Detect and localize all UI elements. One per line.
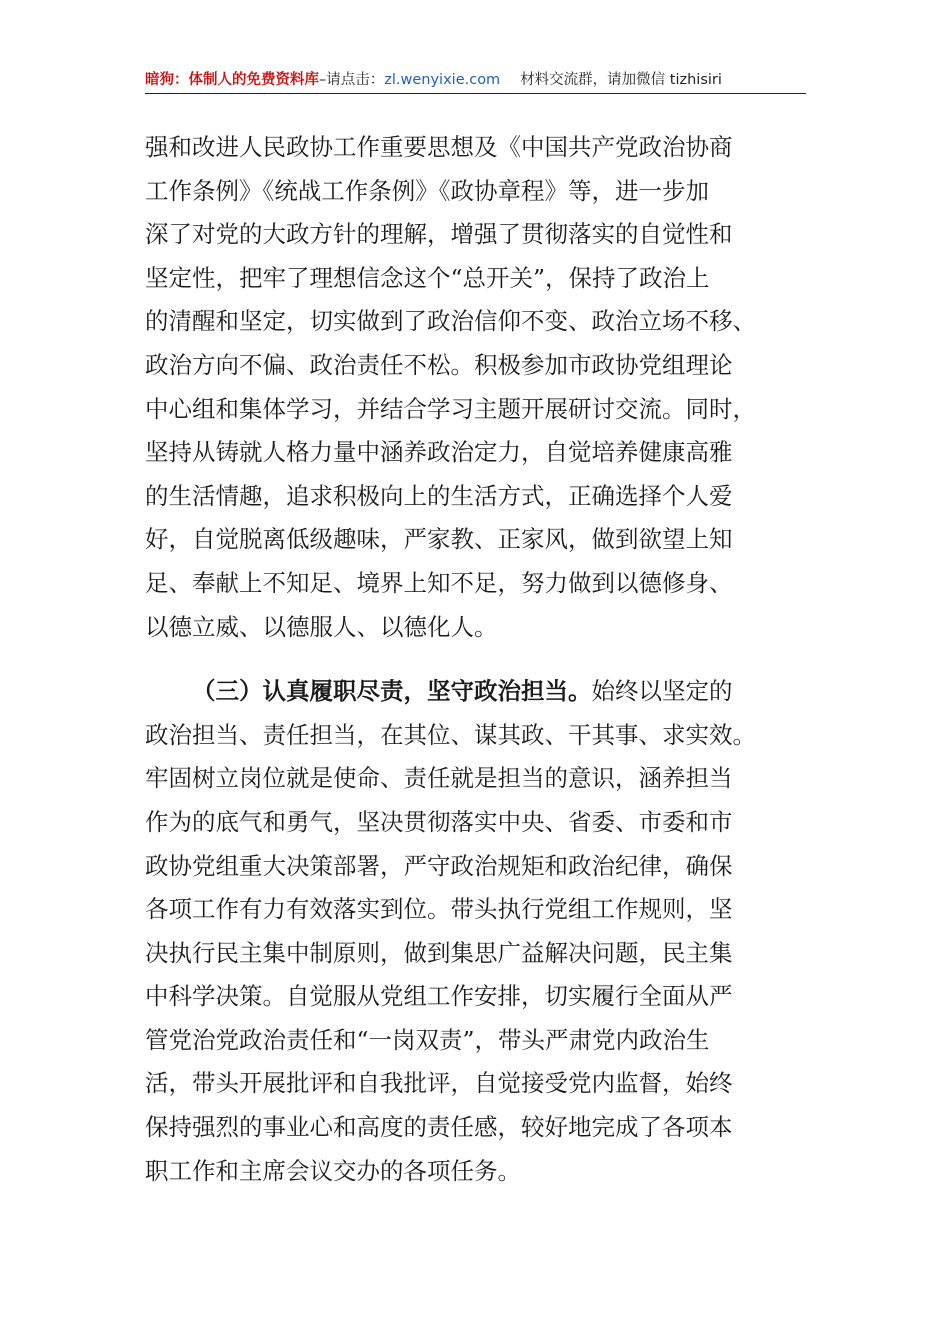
document-body — [145, 126, 805, 1193]
header-prompt: –请点击： — [319, 72, 385, 88]
text-line: 坚持从铸就人格力量中涵养政治定力，自觉培养健康高雅 — [145, 438, 733, 467]
text-line: 中科学决策。自觉服从党组工作安排，切实履行全面从严 — [145, 982, 733, 1011]
paragraph-2 — [145, 670, 805, 1193]
text-line: 工作条例》《统战工作条例》《政协章程》等，进一步加 — [145, 176, 709, 205]
section-heading: （三）认真履职尽责，坚守政治担当。 — [192, 677, 592, 706]
text-line: 保持强烈的事业心和高度的责任感，较好地完成了各项本 — [145, 1113, 733, 1142]
text-line: 政治担当、责任担当，在其位、谋其政、干其事、求实效。 — [145, 720, 756, 749]
paragraph-1 — [145, 126, 805, 649]
text-line: 决执行民主集中制原则，做到集思广益解决问题，民主集 — [145, 938, 733, 967]
text-line: 好，自觉脱离低级趣味，严家教、正家风，做到欲望上知 — [145, 525, 733, 554]
text-line: 足、奉献上不知足、境界上知不足，努力做到以德修身、 — [145, 568, 733, 597]
text-line: 政协党组重大决策部署，严守政治规矩和政治纪律，确保 — [145, 851, 733, 880]
text-line: 深了对党的大政方针的理解，增强了贯彻落实的自觉性和 — [145, 220, 733, 249]
text-line: 强和改进人民政协工作重要思想及《中国共产党政治协商 — [145, 133, 733, 161]
header-wechat: 材料交流群，请加微信 tizhisiri — [520, 72, 722, 88]
text-line: 各项工作有力有效落实到位。带头执行党组工作规则，坚 — [145, 895, 733, 924]
text-line: 政治方向不偏、政治责任不松。积极参加市政协党组理论 — [145, 350, 733, 379]
text-line: 职工作和主席会议交办的各项任务。 — [145, 1156, 521, 1185]
text-line: 管党治党政治责任和“一岗双责”，带头严肃党内政治生 — [145, 1025, 710, 1054]
text-line: 作为的底气和勇气，坚决贯彻落实中央、省委、市委和市 — [145, 807, 733, 836]
text-line: 中心组和集体学习，并结合学习主题开展研讨交流。同时， — [145, 394, 756, 423]
section-heading-line — [145, 670, 805, 714]
section-heading-rest: 始终以坚定的 — [591, 677, 733, 706]
paragraph-spacer — [145, 649, 805, 670]
header-url-link[interactable]: zl.wenyixie.com — [384, 72, 501, 88]
text-line: 的生活情趣，追求积极向上的生活方式，正确选择个人爱 — [145, 481, 733, 510]
header-brand: 暗狗：体制人的免费资料库 — [145, 72, 319, 88]
text-line: 坚定性，把牢了理想信念这个“总开关”，保持了政治上 — [145, 263, 710, 292]
text-line: 活，带头开展批评和自我批评，自觉接受党内监督，始终 — [145, 1069, 733, 1098]
text-line: 牢固树立岗位就是使命、责任就是担当的意识，涵养担当 — [145, 764, 733, 793]
page-header — [145, 68, 806, 94]
text-line: 以德立威、以德服人、以德化人。 — [145, 612, 498, 641]
text-line: 的清醒和坚定，切实做到了政治信仰不变、政治立场不移、 — [145, 307, 756, 336]
